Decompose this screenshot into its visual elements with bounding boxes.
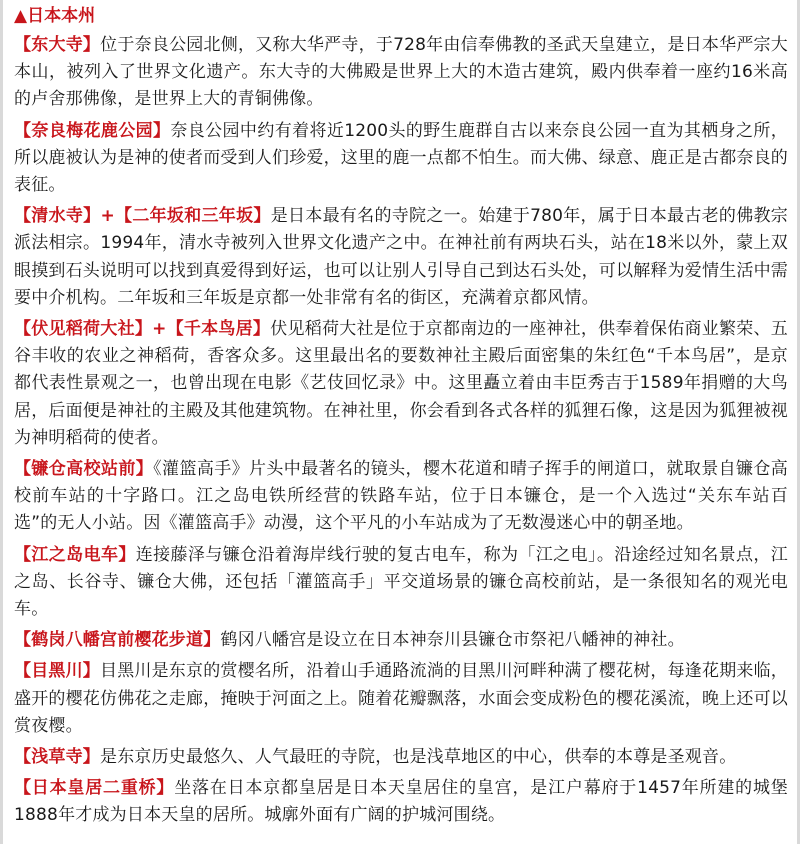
attraction-description: 《灌篮高手》片头中最著名的镜头，樱木花道和晴子挥手的闸道口，就取景自镰仓高校前车站的十字路口。江之岛电铁所经营的铁路车站，位于日本镰仓，是一个入选过“关东车站百选”的无人小站。因《灌篮高手》动漫，这个平凡的小车站成为了无数漫迷心中的朝圣地。 — [14, 459, 788, 534]
attraction-description: 是日本最有名的寺院之一。始建于780年，属于日本最古老的佛教宗派法相宗。1994年，清水寺被列入世界文化遗产之中。在神社前有两块石头，站在18米以外，蒙上双眼摸到石头说明可以找到真爱得到好运，也可以让别人引导自己到达石头处，可以解释为爱情生活中需要中介机构。二年坂和三年坂是京都一处非常有名的街区，充满着京都风情。 — [14, 206, 788, 308]
attraction-description: 连接藤泽与镰仓沿着海岸线行驶的复古电车，称为「江之电」。沿途经过知名景点，江之岛、长谷寺、镰仓大佛，还包括「灌篮高手」平交道场景的镰仓高校前站，是一条很知名的观光电车。 — [14, 544, 788, 620]
tag-separator: + — [100, 206, 115, 227]
attraction-description: 奈良公园中约有着将近1200头的野生鹿群自古以来奈良公园一直为其栖身之所，所以鹿被认为是神的使者而受到人们珍爱，这里的鹿一点都不怕生。而大佛、绿意、鹿正是古都奈良的表征。 — [14, 120, 788, 196]
attraction-description: 位于奈良公园北侧，又称大华严寺，于728年由信奉佛教的圣武天皇建立，是日本华严宗大本山，被列入了世界文化遗产。东大寺的大佛殿是世界上大的木造古建筑，殿内供奉着一座约16米高的卢舍那佛像，是世界上大的青铜佛像。 — [14, 35, 788, 110]
attraction-name: 【目黑川】 — [14, 661, 100, 682]
attraction-name: 【清水寺】 — [14, 206, 101, 227]
attraction-name: 【东大寺】 — [14, 35, 101, 55]
attraction-entry — [14, 456, 788, 538]
attraction-entry — [14, 775, 788, 829]
attraction-name: 【镰仓高校站前】 — [14, 459, 154, 480]
article-content — [14, 4, 788, 834]
attraction-name: 【江之岛电车】 — [14, 544, 136, 565]
attraction-name: 【伏见稻荷大社】 — [14, 319, 153, 340]
attraction-description: 伏见稻荷大社是位于京都南边的一座神社，供奉着保佑商业繁荣、五谷丰收的农业之神稻荷，香客众多。这里最出名的要数神社主殿后面密集的朱红色“千本鸟居”，是京都代表性景观之一，也曾出现在电影《艺伎回忆录》中。这里矗立着由丰臣秀吉于1589年捐赠的大鸟居，后面便是神社的主殿及其他建筑物。在神社里，你会看到各式各样的狐狸石像，这是因为狐狸被视为神明稻荷的使者。 — [14, 319, 789, 448]
page-frame-left — [0, 0, 3, 844]
attraction-entry — [14, 627, 788, 654]
attraction-name: 【鹤岗八幡宫前樱花步道】 — [14, 630, 221, 651]
attraction-entry — [14, 744, 788, 771]
section-heading: ▲日本本州 — [14, 6, 96, 26]
attraction-description: 鹤冈八幡宫是设立在日本神奈川县镰仓市祭祀八幡神的神社。 — [220, 630, 685, 651]
attraction-name: 【浅草寺】 — [14, 747, 100, 768]
tag-separator: + — [152, 319, 167, 340]
attraction-description: 坐落在日本京都皇居是日本天皇居住的皇宫，是江户幕府于1457年所建的城堡1888年才成为日本天皇的居所。城廓外面有广阔的护城河围绕。 — [14, 778, 788, 826]
attraction-description: 是东京历史最悠久、人气最旺的寺院，也是浅草地区的中心，供奉的本尊是圣观音。 — [100, 747, 737, 768]
attraction-name: 【奈良梅花鹿公园】 — [14, 120, 171, 141]
attraction-entry — [14, 542, 788, 624]
attraction-entry — [14, 118, 788, 200]
attraction-entry — [14, 32, 788, 114]
attraction-name: 【千本鸟居】 — [166, 319, 271, 340]
entry-list — [14, 32, 788, 830]
attraction-entry — [14, 203, 788, 312]
attraction-name: 【二年坂和三年坂】 — [114, 206, 271, 227]
attraction-name: 【日本皇居二重桥】 — [14, 778, 175, 799]
attraction-entry — [14, 316, 788, 452]
attraction-entry — [14, 658, 788, 740]
attraction-description: 目黑川是东京的赏樱名所，沿着山手通路流淌的目黑川河畔种满了樱花树，每逢花期来临，盛开的樱花仿佛花之走廊，掩映于河面之上。随着花瓣飘落，水面会变成粉色的樱花溪流，晚上还可以赏夜樱。 — [14, 661, 788, 736]
